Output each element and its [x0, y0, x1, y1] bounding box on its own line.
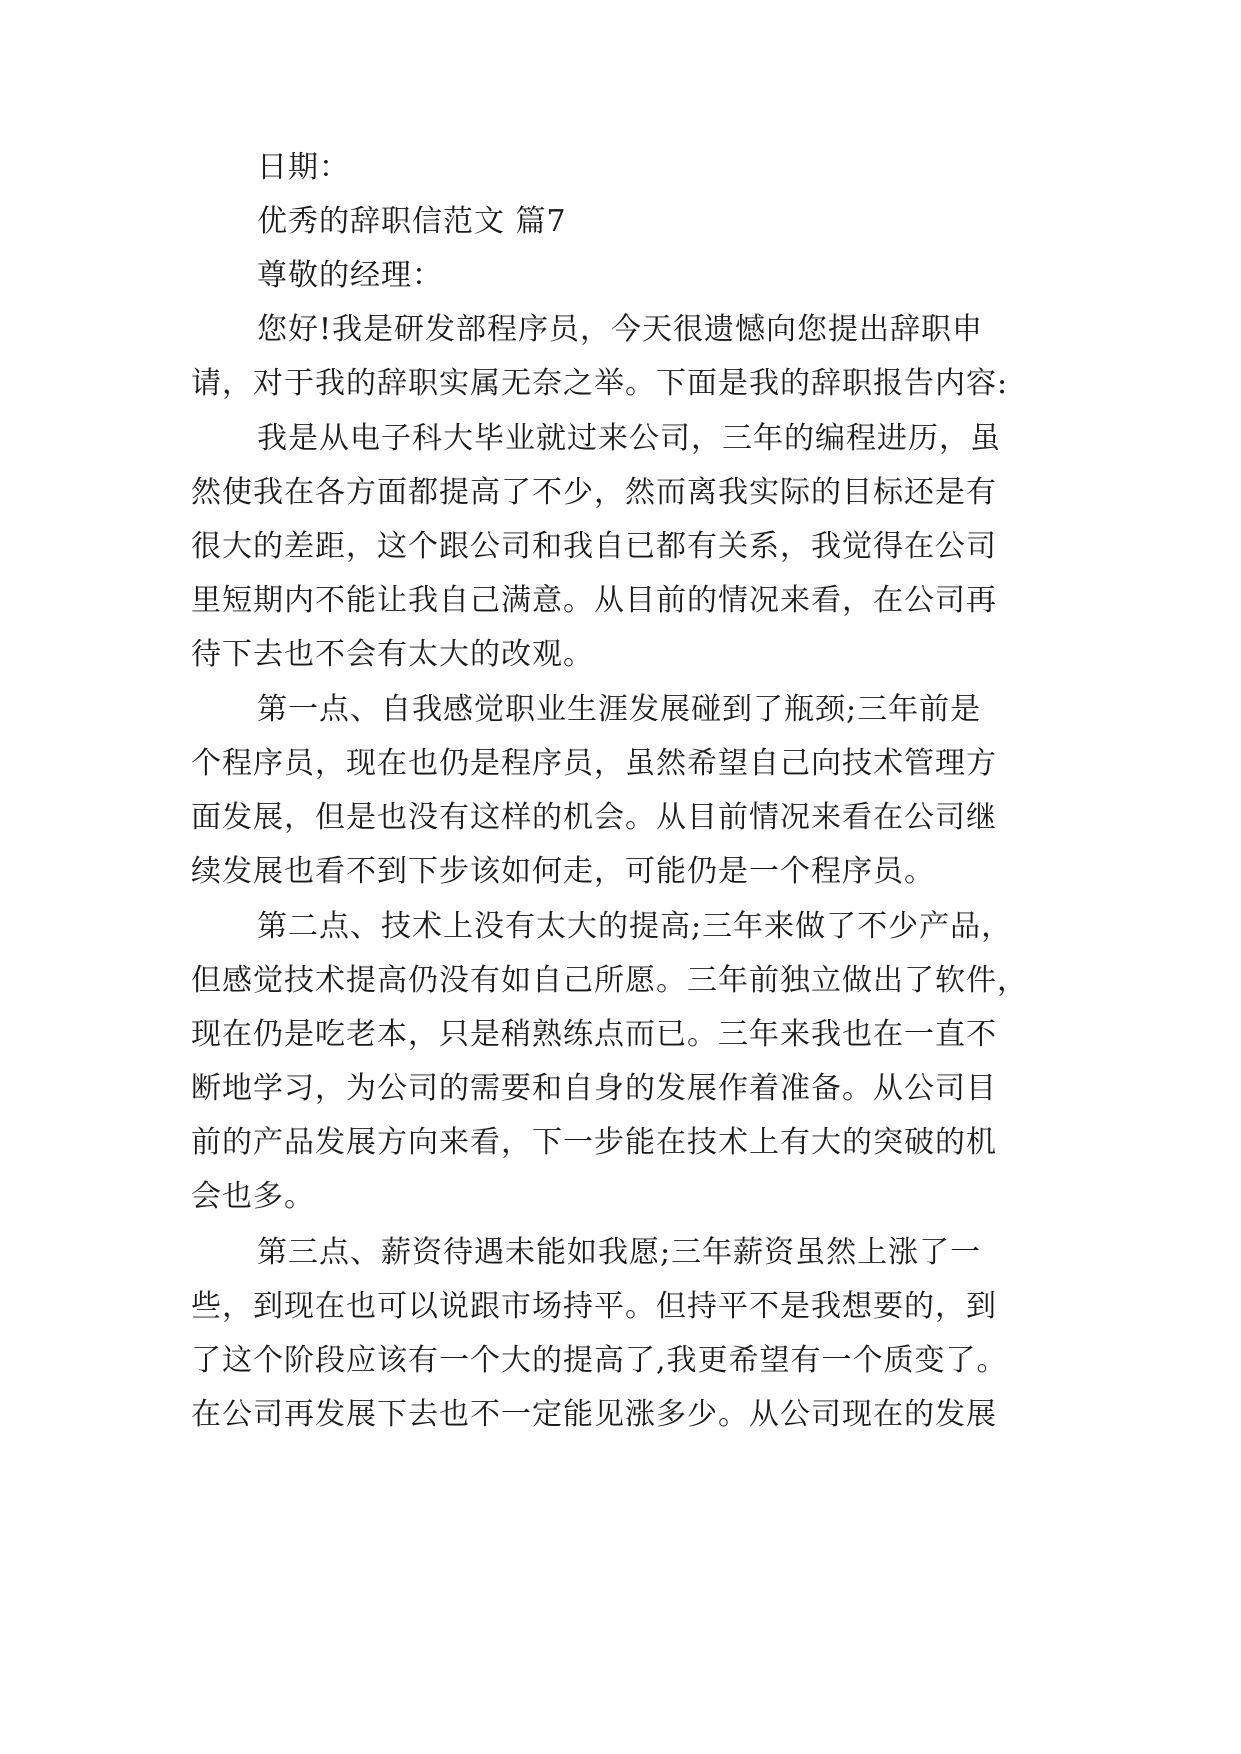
paragraph-line: 断地学习，为公司的需要和自身的发展作着准备。从公司目 [191, 1071, 997, 1106]
paragraph-line: 我是从电子科大毕业就过来公司，三年的编程进历，虽 [257, 421, 1001, 456]
section-title: 优秀的辞职信范文 篇7 [257, 204, 567, 239]
paragraph-line: 第三点、薪资待遇未能如我愿;三年薪资虽然上涨了一 [257, 1235, 982, 1270]
paragraph-line: 然使我在各方面都提高了不少，然而离我实际的目标还是有 [191, 475, 997, 510]
paragraph-line: 您好!我是研发部程序员，今天很遗憾向您提出辞职申 [257, 312, 984, 347]
paragraph-line: 些，到现在也可以说跟市场持平。但持平不是我想要的，到 [191, 1289, 997, 1324]
paragraph-line: 续发展也看不到下步该如何走，可能仍是一个程序员。 [191, 854, 935, 889]
paragraph-line: 现在仍是吃老本，只是稍熟练点而已。三年来我也在一直不 [191, 1017, 997, 1052]
paragraph-line: 请，对于我的辞职实属无奈之举。下面是我的辞职报告内容: [191, 366, 1009, 401]
paragraph-line: 在公司再发展下去也不一定能见涨多少。从公司现在的发展 [191, 1397, 997, 1432]
paragraph-line: 第一点、自我感觉职业生涯发展碰到了瓶颈;三年前是 [257, 692, 982, 727]
paragraph-line: 但感觉技术提高仍没有如自己所愿。三年前独立做出了软件， [191, 963, 1028, 998]
date-label: 日期： [257, 150, 350, 185]
paragraph-line: 前的产品发展方向来看，下一步能在技术上有大的突破的机 [191, 1125, 997, 1160]
paragraph-line: 第二点、技术上没有太大的提高;三年来做了不少产品， [257, 909, 1013, 944]
paragraph-line: 了这个阶段应该有一个大的提高了,我更希望有一个质变了。 [191, 1343, 1008, 1378]
paragraph-line: 面发展，但是也没有这样的机会。从目前情况来看在公司继 [191, 800, 997, 835]
paragraph-line: 里短期内不能让我自己满意。从目前的情况来看，在公司再 [191, 583, 997, 618]
paragraph-line: 会也多。 [191, 1179, 315, 1214]
paragraph-line: 很大的差距，这个跟公司和我自已都有关系，我觉得在公司 [191, 529, 997, 564]
paragraph-line: 待下去也不会有太大的改观。 [191, 637, 594, 672]
paragraph-line: 个程序员，现在也仍是程序员，虽然希望自己向技术管理方 [191, 746, 997, 781]
salutation: 尊敬的经理： [257, 258, 443, 293]
